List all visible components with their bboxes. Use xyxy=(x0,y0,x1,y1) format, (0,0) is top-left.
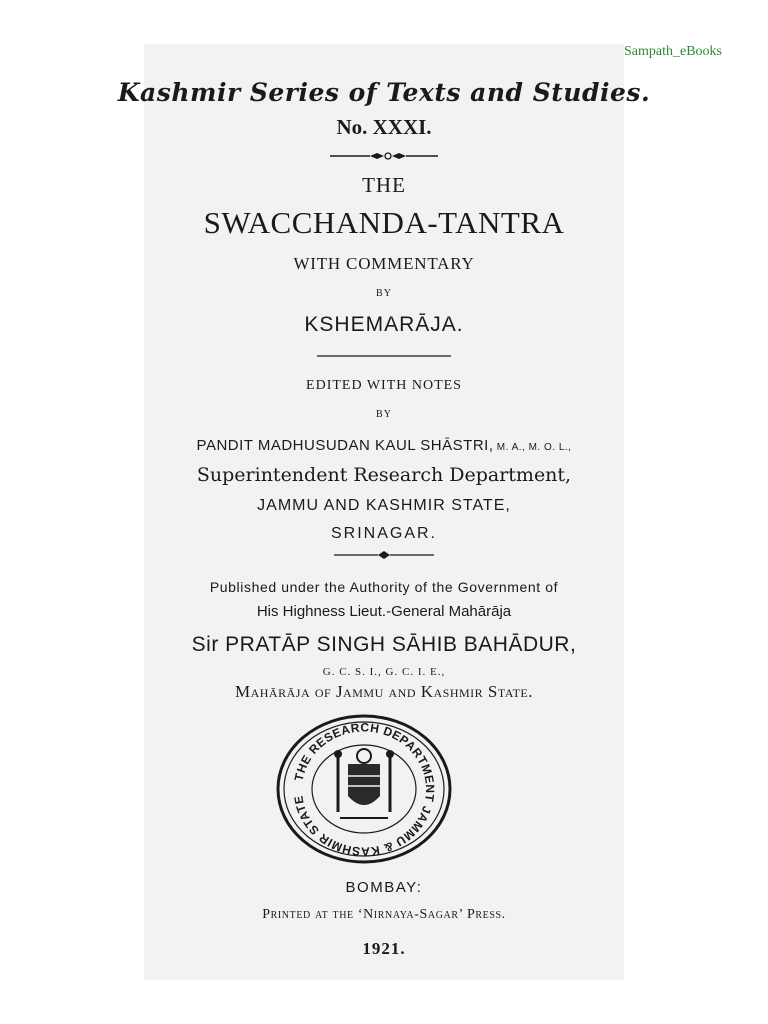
watermark-link[interactable]: Sampath_eBooks xyxy=(624,44,722,59)
highness-line: His Highness Lieut.-General Mahārāja xyxy=(256,603,512,620)
editor-degrees: M. A., M. O. L., xyxy=(493,442,572,453)
by-label: BY xyxy=(376,288,392,299)
editor-position: Superintendent Research Department, xyxy=(196,464,572,486)
published-authority: Published under the Authority of the Government of xyxy=(209,579,559,595)
ruler-name: Sir PRATĀP SINGH SĀHIB BAHĀDUR, xyxy=(191,633,577,656)
edited-with-notes: EDITED WITH NOTES xyxy=(306,378,462,393)
editor-name: PANDIT MADHUSUDAN KAUL SHĀSTRI, xyxy=(196,437,494,454)
with-commentary: WITH COMMENTARY xyxy=(293,254,475,273)
ornament-rule-top xyxy=(330,150,438,162)
city-name: SRINAGAR. xyxy=(330,525,437,542)
coat-of-arms-icon xyxy=(334,749,394,818)
ruler-title: Mahārāja of Jammu and Kashmir State. xyxy=(234,682,534,701)
state-name: JAMMU AND KASHMIR STATE, xyxy=(257,497,511,514)
by-label-2: BY xyxy=(376,409,392,420)
ruler-honours: G. C. S. I., G. C. I. E., xyxy=(322,666,446,678)
publication-year: 1921. xyxy=(362,939,406,958)
seal-text: THE RESEARCH DEPARTMENT JAMMU & KASHMIR STATE xyxy=(291,720,438,859)
book-title: SWACCHANDA-TANTRA xyxy=(203,205,565,240)
printer-line: Printed at the ‘Nirnaya-Sagar’ Press. xyxy=(262,907,506,922)
series-title: Kashmir Series of Texts and Studies. xyxy=(117,78,651,107)
publication-place: BOMBAY: xyxy=(345,879,423,896)
ornament-rule-diamond xyxy=(334,550,434,560)
commentator-name: KSHEMARĀJA. xyxy=(304,313,464,336)
title-article: THE xyxy=(362,173,406,197)
research-department-seal xyxy=(276,714,452,864)
divider-rule xyxy=(317,354,451,358)
editor-line xyxy=(0,437,768,454)
series-number: No. XXXI. xyxy=(336,115,432,139)
